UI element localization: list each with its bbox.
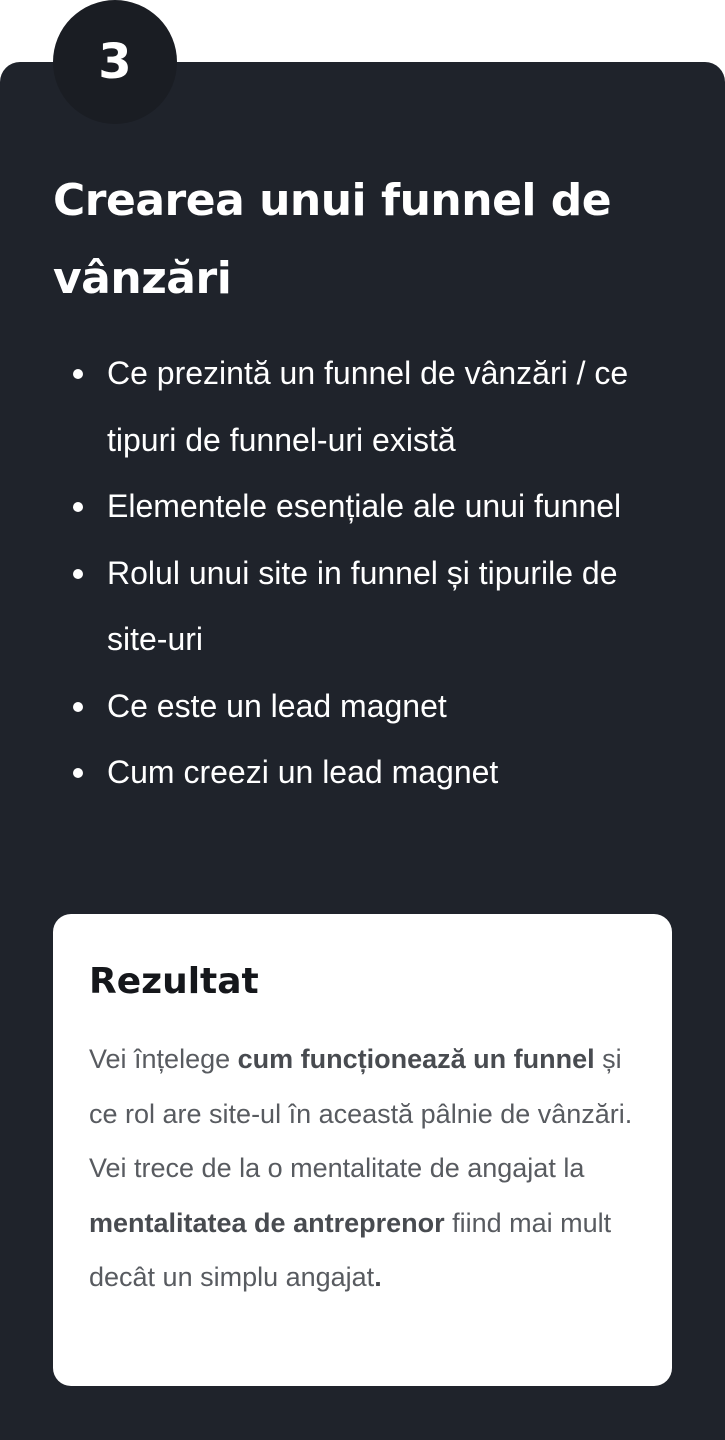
- topic-text: Cum creezi un lead magnet: [107, 754, 499, 790]
- topic-item: [53, 673, 673, 740]
- topic-item: [53, 540, 673, 673]
- topic-item: [53, 340, 673, 473]
- topic-item: [53, 739, 673, 806]
- result-box: [53, 914, 672, 1386]
- step-number: 3: [98, 34, 132, 90]
- topic-text: Ce este un lead magnet: [107, 687, 447, 724]
- result-text-part: Vei înțelege: [89, 1044, 238, 1074]
- bullet-icon: [73, 768, 83, 778]
- result-text-part: și ce rol are site-ul în această pâlnie de vânzări. Vei trece de la o mentalitate de angajat la: [89, 1044, 633, 1183]
- result-highlight: cum funcționează un funnel: [237, 1044, 595, 1074]
- bullet-icon: [73, 502, 83, 512]
- topic-item: [53, 473, 673, 540]
- result-highlight: .: [374, 1262, 382, 1292]
- result-description: [89, 1032, 636, 1305]
- topic-text: Ce prezintă un funnel de vânzări / ce tipuri de funnel-uri există: [107, 355, 629, 458]
- step-number-badge: [53, 0, 177, 124]
- module-title: Crearea unui funnel de vânzări: [53, 175, 612, 304]
- topic-text: Elementele esențiale ale unui funnel: [107, 488, 622, 524]
- bullet-icon: [73, 702, 83, 712]
- bullet-icon: [73, 369, 83, 379]
- bullet-icon: [73, 569, 83, 579]
- topic-text: Rolul unui site in funnel și tipurile de site-uri: [107, 554, 618, 657]
- result-highlight: mentalitatea de antreprenor: [89, 1207, 445, 1238]
- result-text-part: fiind mai mult decât un simplu angajat: [89, 1207, 612, 1292]
- result-title: Rezultat: [89, 961, 259, 1002]
- topics-list: [53, 340, 673, 806]
